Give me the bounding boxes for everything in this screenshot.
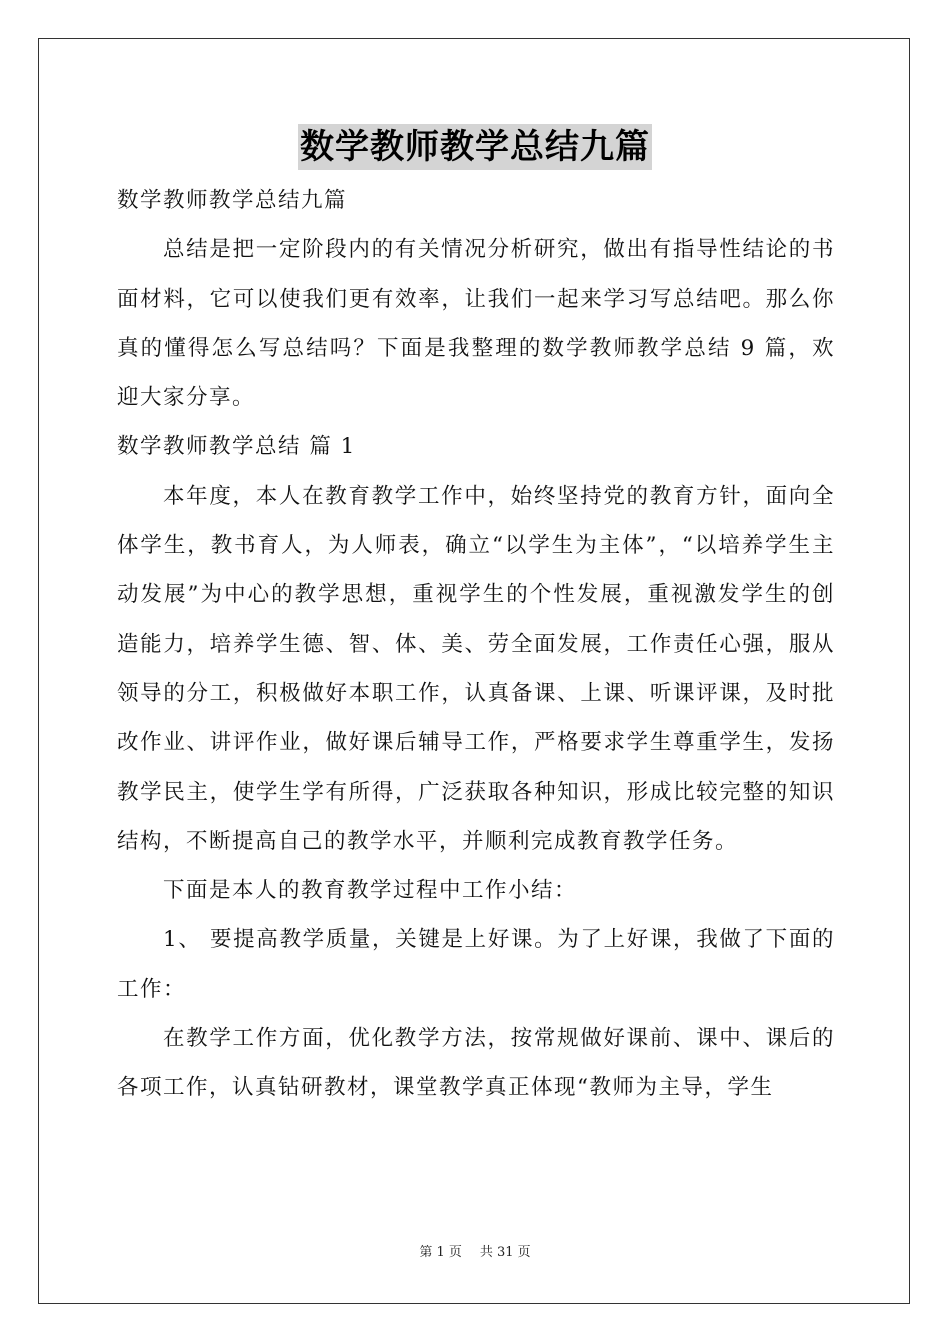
- page-total: 共 31 页: [479, 1245, 531, 1260]
- title-area: [0, 124, 950, 170]
- section-heading: 数学教师教学总结 篇 1: [117, 434, 356, 460]
- paragraph-body: 本年度，本人在教育教学工作中，始终坚持党的教育方针，面向全体学生，教书育人，为人师表，确立“以学生为主体”，“以培养学生主动发展”为中心的教学思想，重视学生的个性发展，重视激发学生的创造能力，培养学生德、智、体、美、劳全面发展，工作责任心强，服从领导的分工，积极做好本职工作，认真备课、上课、听课评课，及时批改作业、讲评作业，做好课后辅导工作，严格要求学生尊重学生，发扬教学民主，使学生学有所得，广泛获取各种知识，形成比较完整的知识结构，不断提高自己的教学水平，并顺利完成教育教学任务。: [117, 483, 835, 854]
- document-body: [117, 176, 835, 1113]
- document-title: 数学教师教学总结九篇: [298, 124, 652, 170]
- page-footer: [0, 1244, 950, 1262]
- paragraph-subtitle: 数学教师教学总结九篇: [117, 188, 348, 213]
- page-number: 第 1 页: [419, 1245, 462, 1260]
- paragraph-intro: 总结是把一定阶段内的有关情况分析研究，做出有指导性结论的书面材料，它可以使我们更有效率，让我们一起来学习写总结吧。那么你真的懂得怎么写总结吗？下面是我整理的数学教师教学总结 9 篇，欢迎大家分享。: [117, 237, 835, 411]
- paragraph-body: 在教学工作方面，优化教学方法，按常规做好课前、课中、课后的各项工作，认真钻研教材，课堂教学真正体现“教师为主导，学生: [117, 1026, 835, 1101]
- paragraph-list-item: 1、 要提高教学质量，关键是上好课。为了上好课，我做了下面的工作：: [117, 927, 835, 1002]
- paragraph-body: 下面是本人的教育教学过程中工作小结：: [163, 878, 578, 904]
